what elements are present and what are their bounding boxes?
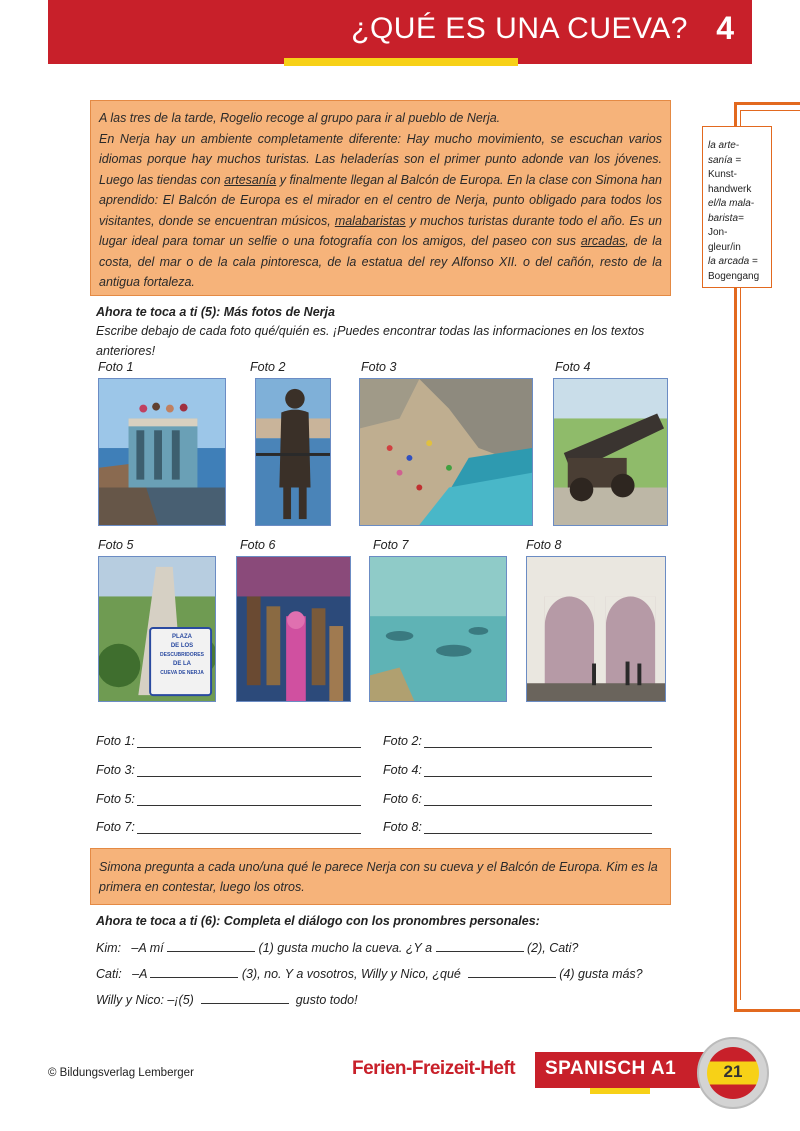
intro-paragraph-2: En Nerja hay un ambiente completamente diferente: Hay mucho movimiento, se escuchan varios idiomas porque hay muchos turistas. Las heladerías son el primer punto adonde van los jóvenes. Luego las tiendas con artesanía y finalmente llegan al Balcón de Europa. En la clase con Simona han aprendido: El Balcón de Europa es el mirador en el centro de Nerja, punto obligado para todos los visitantes, donde se encuentran músicos, malabaristas y muchos turistas durante todo el año. Es un lugar ideal para tomar un selfie o una fotografía con los amigos, del paseo con sus arcadas, de la costa, del mar o de la cala pintoresca, de la estatua del rey Alfonso XII. o del cañón, resto de la antigua fortaleza. <box>99 131 662 289</box>
answer-line[interactable] <box>137 765 361 777</box>
glossary-line: handwerk <box>708 183 752 195</box>
blank-1[interactable] <box>167 940 255 952</box>
dialog-line-kim: Kim: –A mí (1) gusta mucho la cueva. ¿Y a (2), Cati? <box>96 941 579 955</box>
photo-label: Foto 7 <box>373 538 409 552</box>
underlined-word: malabaristas <box>334 213 406 228</box>
answer-foto-2: Foto 2: <box>383 734 652 748</box>
answer-line[interactable] <box>424 765 652 777</box>
answer-foto-8: Foto 8: <box>383 820 652 834</box>
cannon-photo <box>553 378 668 526</box>
series-title: Ferien-Freizeit-Heft <box>352 1058 516 1079</box>
intro2-text-box <box>90 848 671 905</box>
page-title: ¿QUÉ ES UNA CUEVA? <box>351 12 688 45</box>
statue-photo <box>255 378 331 526</box>
glossary-line: Bogengang <box>708 270 760 282</box>
answer-line[interactable] <box>424 822 652 834</box>
blank-4[interactable] <box>468 966 556 978</box>
answer-foto-1: Foto 1: <box>96 734 361 748</box>
task5-instruction: Escribe debajo de cada foto qué/quién es. ¡Puedes encontrar todas las informaciones en los textos anteriores! <box>96 324 645 358</box>
blank-5[interactable] <box>201 992 289 1004</box>
subject-yellow-stripe <box>590 1088 650 1094</box>
answer-line[interactable] <box>424 736 652 748</box>
photo-label: Foto 8 <box>526 538 562 552</box>
blank-3[interactable] <box>150 966 238 978</box>
intro-text-box <box>90 100 671 296</box>
glossary-box <box>702 126 772 288</box>
task6-heading: Ahora te toca a ti (6): Completa el diálogo con los pronombres personales: <box>96 914 540 928</box>
header-bar <box>48 0 752 64</box>
glossary-line: Kunst- <box>708 169 737 180</box>
glossary-line: barista= <box>708 212 744 224</box>
sea-photo <box>369 556 507 702</box>
page-number: 21 <box>723 1062 743 1081</box>
answer-foto-6: Foto 6: <box>383 792 652 806</box>
blank-2[interactable] <box>436 940 524 952</box>
beach-photo <box>359 378 533 526</box>
arcades-photo <box>526 556 666 702</box>
photo-label: Foto 2 <box>250 360 286 374</box>
task5-heading: Ahora te toca a ti (5): Más fotos de Nerja <box>96 305 335 319</box>
answer-line[interactable] <box>137 822 361 834</box>
glossary-line: gleur/in <box>708 241 741 253</box>
photo-label: Foto 4 <box>555 360 591 374</box>
answer-foto-7: Foto 7: <box>96 820 361 834</box>
copyright: © Bildungsverlag Lemberger <box>48 1067 194 1079</box>
header-yellow-stripe <box>284 58 518 66</box>
glossary-line: la arcada = <box>708 256 758 267</box>
answer-foto-5: Foto 5: <box>96 792 361 806</box>
answer-line[interactable] <box>137 794 361 806</box>
photo-label: Foto 3 <box>361 360 397 374</box>
answer-foto-3: Foto 3: <box>96 763 361 777</box>
plaza-sign-photo <box>98 556 216 702</box>
glossary-line: sanía = <box>708 154 742 166</box>
glossary-line: la arte- <box>708 140 740 151</box>
dialog-line-willy-nico: Willy y Nico: –¡(5) gusto todo! <box>96 993 358 1007</box>
chapter-number: 4 <box>716 10 734 46</box>
photo-label: Foto 1 <box>98 360 134 374</box>
plaza-sign-text: PLAZA DE LOS DESCUBRIDORES DE LA CUEVA DE NERJA <box>160 634 204 676</box>
underlined-word: arcadas <box>580 234 626 248</box>
glossary-line: el/la mala- <box>708 198 755 209</box>
glossary-line: Jon- <box>708 227 728 238</box>
underlined-word: artesanía <box>224 172 277 187</box>
intro2-text: Simona pregunta a cada uno/una qué le parece Nerja con su cueva y el Balcón de Europa. Kim es la primera en contestar, luego los otros. <box>99 860 658 894</box>
answer-foto-4: Foto 4: <box>383 763 652 777</box>
subject-label: SPANISCH A1 <box>545 1058 677 1079</box>
intro-paragraph-1: A las tres de la tarde, Rogelio recoge al grupo para ir al pueblo de Nerja. <box>99 111 501 125</box>
answer-line[interactable] <box>424 794 652 806</box>
photo-label: Foto 6 <box>240 538 276 552</box>
crafts-cats-photo <box>236 556 351 702</box>
dialog-line-cati: Cati: –A (3), no. Y a vosotros, Willy y Nico, ¿qué (4) gusta más? <box>96 967 643 981</box>
answer-line[interactable] <box>137 736 361 748</box>
photo-label: Foto 5 <box>98 538 134 552</box>
balcony-tower-photo <box>98 378 226 526</box>
